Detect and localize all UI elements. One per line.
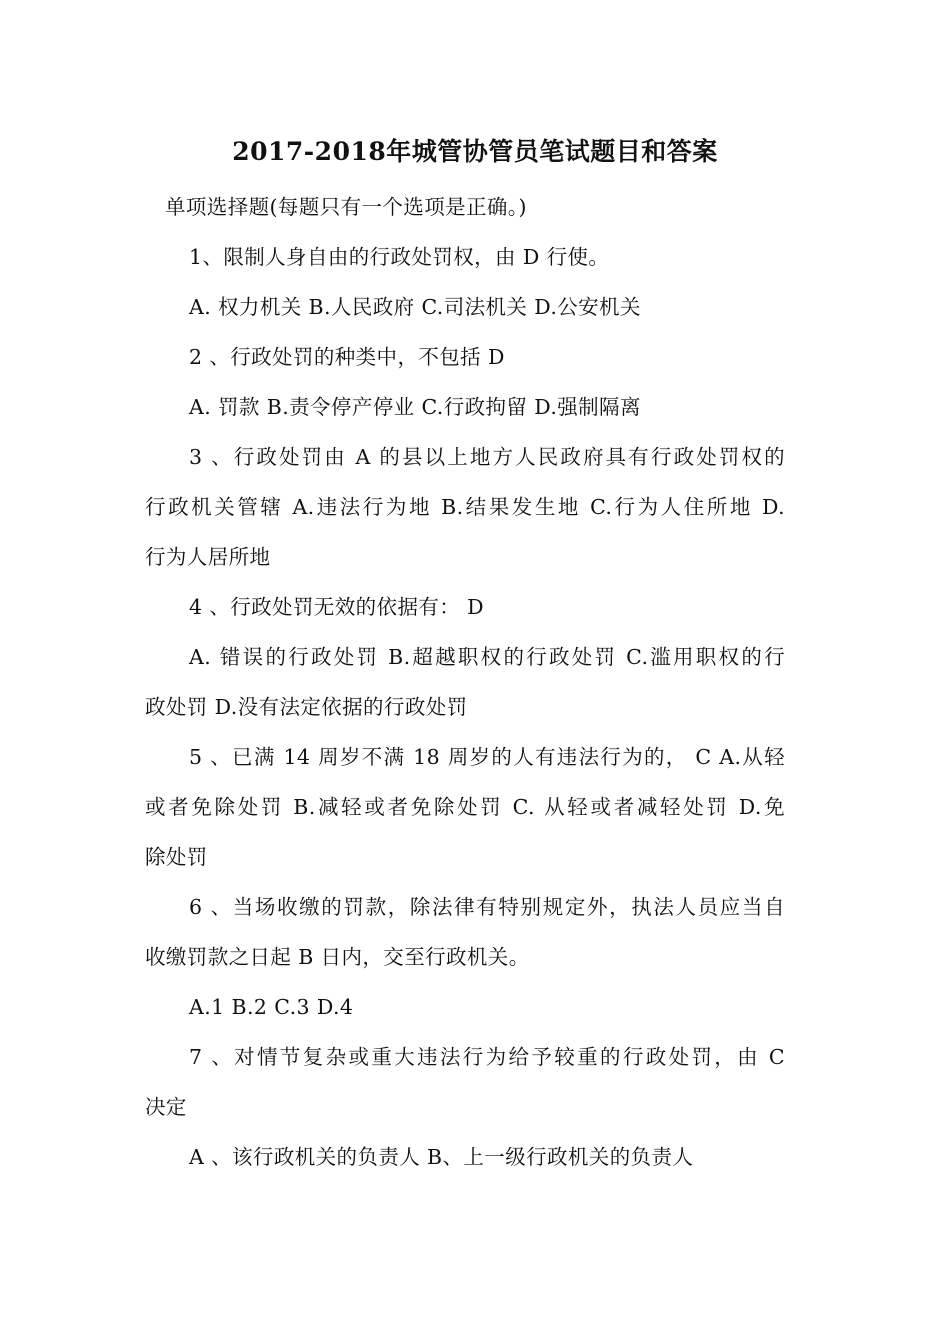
question-1-options: A. 权力机关 B.人民政府 C.司法机关 D.公安机关 [189,295,641,319]
question-7-continued: 决定 [145,1095,187,1119]
question-3: 3 、行政处罚由 A 的县以上地方人民政府具有行政处罚权的 [189,445,785,469]
section-heading: 单项选择题(每题只有一个选项是正确。) [165,195,527,219]
question-6-options: A.1 B.2 C.3 D.4 [189,995,354,1019]
question-1: 1、限制人身自由的行政处罚权，由 D 行使。 [189,245,610,269]
question-7-options: A 、该行政机关的负责人 B、上一级行政机关的负责人 [189,1145,694,1169]
document-title: 2017-2018年城管协管员笔试题目和答案 [232,137,718,166]
question-2: 2 、行政处罚的种类中，不包括 D [189,345,505,369]
question-3-continued: 行政机关管辖 A.违法行为地 B.结果发生地 C.行为人住所地 D. [145,495,785,519]
question-5-end: 除处罚 [145,845,208,869]
question-6: 6 、当场收缴的罚款，除法律有特别规定外，执法人员应当自 [189,895,785,919]
document-body [145,182,785,1182]
question-5: 5 、已满 14 周岁不满 18 周岁的人有违法行为的， C A.从轻 [189,745,785,769]
question-2-options: A. 罚款 B.责令停产停业 C.行政拘留 D.强制隔离 [189,395,641,419]
question-7: 7 、对情节复杂或重大违法行为给予较重的行政处罚，由 C [189,1045,785,1069]
question-4: 4 、行政处罚无效的依据有： D [189,595,484,619]
question-3-end: 行为人居所地 [145,545,271,569]
question-5-continued: 或者免除处罚 B.减轻或者免除处罚 C. 从轻或者减轻处罚 D.免 [145,795,785,819]
question-4-options: A. 错误的行政处罚 B.超越职权的行政处罚 C.滥用职权的行 [189,645,785,669]
question-6-continued: 收缴罚款之日起 B 日内，交至行政机关。 [145,945,530,969]
question-4-options-end: 政处罚 D.没有法定依据的行政处罚 [145,695,468,719]
